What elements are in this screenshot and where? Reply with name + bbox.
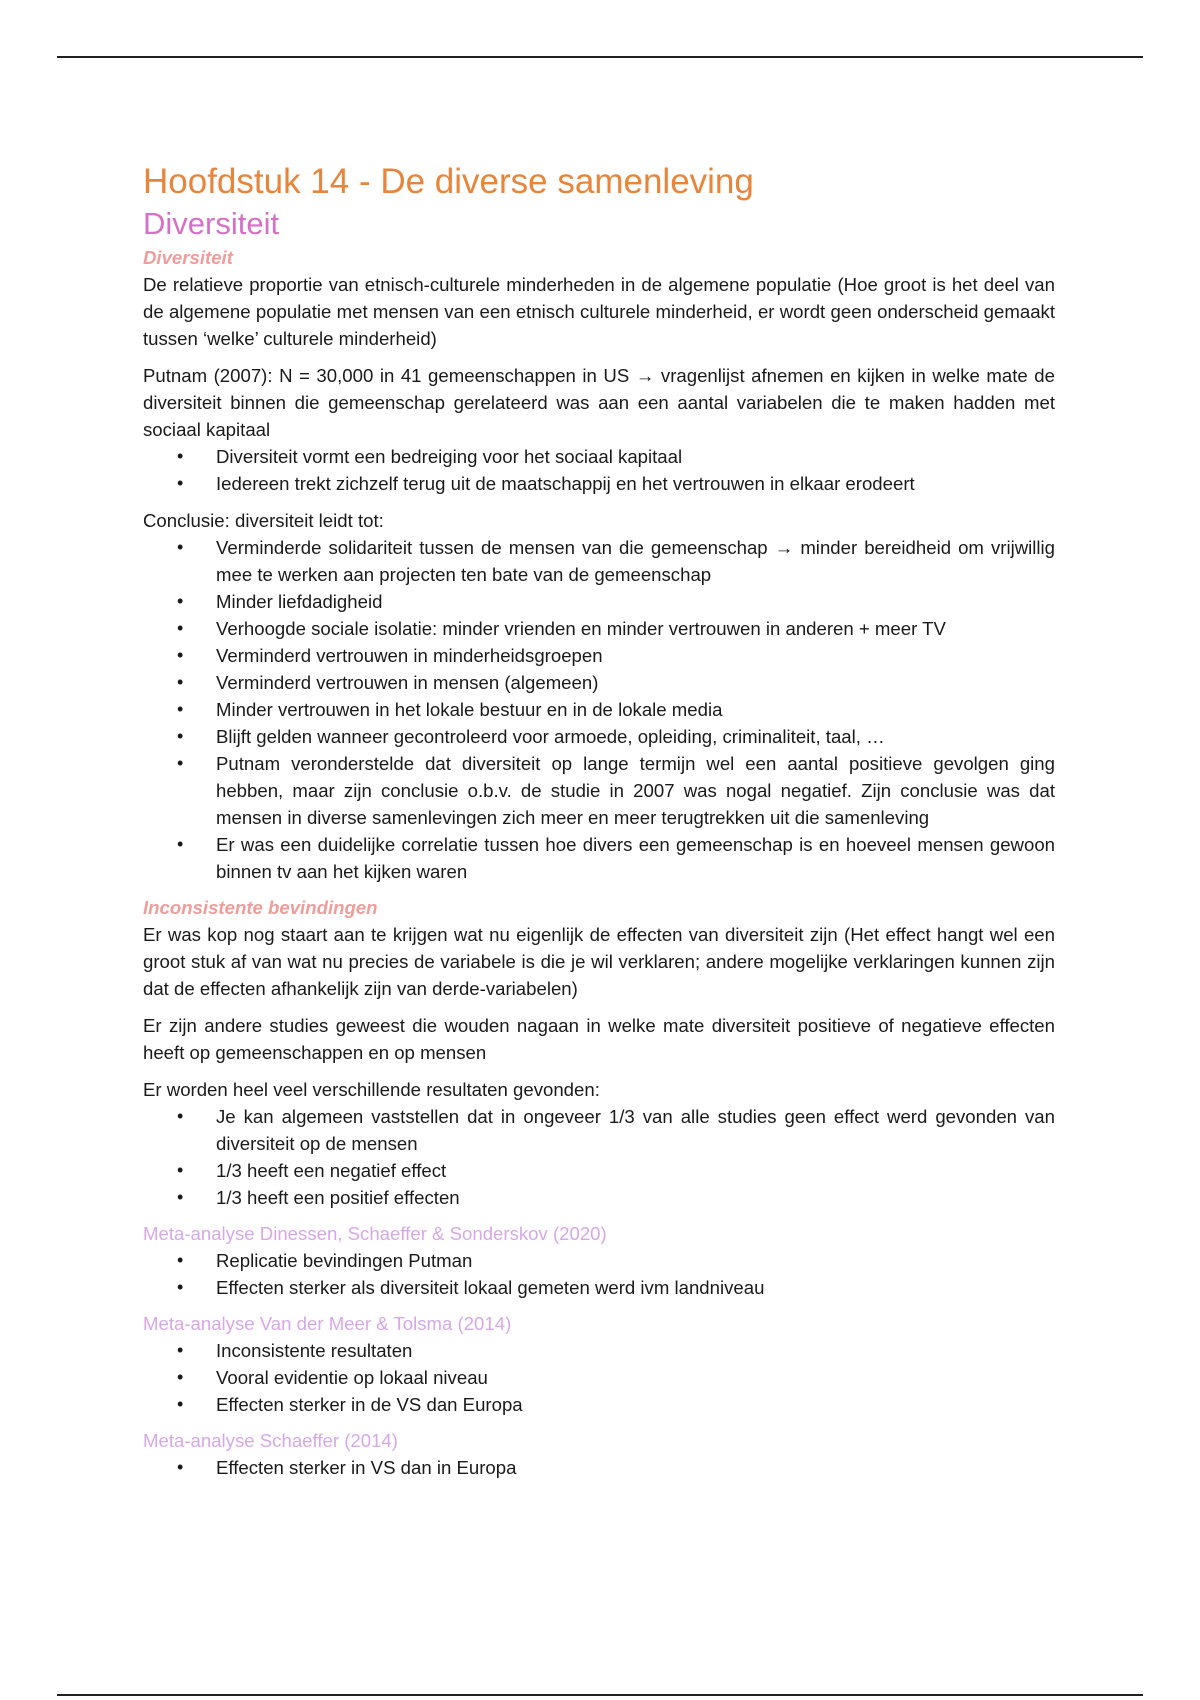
inconsistent-paragraph-2: Er zijn andere studies geweest die wouden nagaan in welke mate diversiteit positieve of negatieve effecten heeft op gemeenschappen en op mensen [143,1015,1055,1063]
inconsistent-paragraph-1: Er was kop nog staart aan te krijgen wat nu eigenlijk de effecten van diversiteit zijn (Het effect hangt wel een groot stuk af van wat nu precies de variabele is die je wil verklaren; andere mogelijke verklaringen kunnen zijn dat de effecten afhankelijk zijn van derde-variabelen) [143,924,1055,999]
bullet-icon: • [177,1160,184,1180]
list-item: • Effecten sterker als diversiteit lokaal gemeten werd ivm landniveau [143,1274,1055,1301]
section-heading: Diversiteit [143,206,280,241]
subheading-diversiteit: Diversiteit [143,247,233,268]
bullet-icon: • [177,1250,184,1270]
inconsistent-list [143,1103,1055,1211]
bullet-icon: • [177,1457,184,1477]
list-item: • Er was een duidelijke correlatie tussen hoe divers een gemeenschap is en hoeveel mensen gewoon binnen tv aan het kijken waren [143,831,1055,885]
chapter-title: Hoofdstuk 14 - De diverse samenleving [143,162,754,201]
list-item: • Vooral evidentie op lokaal niveau [143,1364,1055,1391]
meta-analysis-list [143,1337,1055,1418]
putnam-paragraph: Putnam (2007): N = 30,000 in 41 gemeenschappen in US → vragenlijst afnemen en kijken in welke mate de diversiteit binnen die gemeenschap gerelateerd was aan een aantal variabelen die te maken hadden met sociaal kapitaal [143,365,1055,440]
subheading-inconsistente-bevindingen: Inconsistente bevindingen [143,897,378,918]
page-content [143,160,1055,1491]
list-item: • Verminderd vertrouwen in minderheidsgroepen [143,642,1055,669]
list-item: • 1/3 heeft een negatief effect [143,1157,1055,1184]
bullet-icon: • [177,618,184,638]
putnam-list [143,443,1055,497]
conclusie-paragraph: Conclusie: diversiteit leidt tot: [143,510,384,531]
bullet-icon: • [177,591,184,611]
meta-analysis-list [143,1247,1055,1301]
bullet-icon: • [177,1187,184,1207]
bullet-icon: • [177,537,184,557]
meta-analysis-list [143,1454,1055,1481]
list-item: • Iedereen trekt zichzelf terug uit de maatschappij en het vertrouwen in elkaar erodeert [143,470,1055,497]
bullet-icon: • [177,1340,184,1360]
meta-analysis-heading: Meta-analyse Dinessen, Schaeffer & Sonderskov (2020) [143,1223,607,1244]
bullet-icon: • [177,1277,184,1297]
bullet-icon: • [177,446,184,466]
bullet-icon: • [177,1367,184,1387]
list-item: • Minder vertrouwen in het lokale bestuur en in de lokale media [143,696,1055,723]
definition-paragraph: De relatieve proportie van etnisch-culturele minderheden in de algemene populatie (Hoe groot is het deel van de algemene populatie met mensen van een etnisch culturele minderheid, er wordt geen onderscheid gemaakt tussen ‘welke’ culturele minderheid) [143,274,1055,349]
list-item: • Verminderde solidariteit tussen de mensen van die gemeenschap → minder bereidheid om vrijwillig mee te werken aan projecten ten bate van de gemeenschap [143,534,1055,588]
list-item: • Blijft gelden wanneer gecontroleerd voor armoede, opleiding, criminaliteit, taal, … [143,723,1055,750]
bullet-icon: • [177,753,184,773]
list-item: • Minder liefdadigheid [143,588,1055,615]
conclusie-list [143,534,1055,885]
header-rule [57,56,1143,58]
list-item: • Verminderd vertrouwen in mensen (algemeen) [143,669,1055,696]
bullet-icon: • [177,473,184,493]
bullet-icon: • [177,834,184,854]
bullet-icon: • [177,1394,184,1414]
footer-rule [57,1694,1143,1696]
bullet-icon: • [177,726,184,746]
list-item: • Effecten sterker in de VS dan Europa [143,1391,1055,1418]
bullet-icon: • [177,1106,184,1126]
list-item: • Verhoogde sociale isolatie: minder vrienden en minder vertrouwen in anderen + meer TV [143,615,1055,642]
list-item: • Effecten sterker in VS dan in Europa [143,1454,1055,1481]
list-item: • Putnam veronderstelde dat diversiteit op lange termijn wel een aantal positieve gevolgen ging hebben, maar zijn conclusie o.b.v. de studie in 2007 was nogal negatief. Zijn conclusie was dat mensen in diverse samenlevingen zich meer en meer terugtrekken uit die samenleving [143,750,1055,831]
bullet-icon: • [177,645,184,665]
list-item: • Replicatie bevindingen Putman [143,1247,1055,1274]
list-item: • 1/3 heeft een positief effecten [143,1184,1055,1211]
bullet-icon: • [177,699,184,719]
list-item: • Je kan algemeen vaststellen dat in ongeveer 1/3 van alle studies geen effect werd gevonden van diversiteit op de mensen [143,1103,1055,1157]
meta-analysis-heading: Meta-analyse Schaeffer (2014) [143,1430,398,1451]
inconsistent-paragraph-3: Er worden heel veel verschillende resultaten gevonden: [143,1079,600,1100]
list-item: • Inconsistente resultaten [143,1337,1055,1364]
bullet-icon: • [177,672,184,692]
list-item: • Diversiteit vormt een bedreiging voor het sociaal kapitaal [143,443,1055,470]
meta-analysis-heading: Meta-analyse Van der Meer & Tolsma (2014) [143,1313,512,1334]
